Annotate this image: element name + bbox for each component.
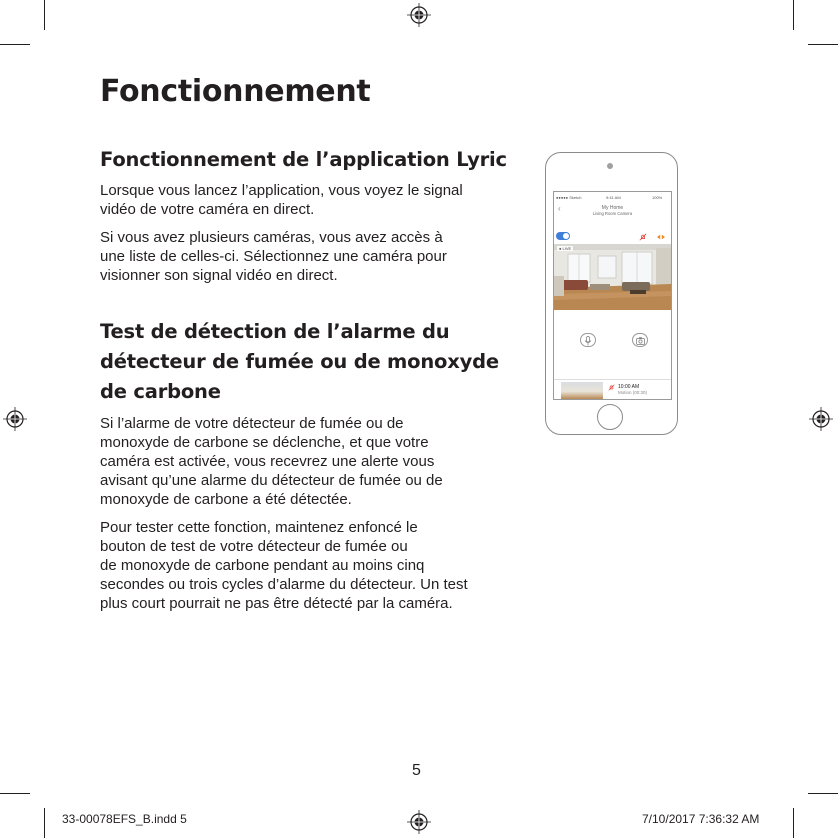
event-time: 10:00 AM	[618, 384, 640, 390]
phone-screen	[553, 191, 672, 400]
crop-mark-top-right-horizontal	[808, 44, 838, 45]
paragraph-test-instructions	[100, 518, 468, 613]
microphone-button	[580, 333, 596, 347]
bell-off-icon	[639, 233, 647, 241]
slug-timestamp: 7/10/2017 7:36:32 AM	[642, 812, 760, 826]
page-number: 5	[412, 762, 421, 779]
microphone-icon	[584, 336, 592, 346]
text-line: une liste de celles-ci. Sélectionnez une caméra pour	[100, 248, 447, 265]
crop-mark-top-right-vertical	[793, 0, 794, 30]
text-line: Pour tester cette fonction, maintenez enfoncé le	[100, 519, 418, 536]
registration-mark-left-icon	[3, 407, 27, 431]
heading-line: Test de détection de l’alarme du	[100, 320, 450, 343]
heading-line: détecteur de fumée ou de monoxyde	[100, 350, 499, 373]
text-line: Si vous avez plusieurs caméras, vous avez accès à	[100, 229, 443, 246]
text-line: Lorsque vous lancez l’application, vous voyez le signal	[100, 182, 463, 199]
phone-camera-dot	[607, 163, 613, 169]
back-chevron-icon: ‹	[558, 204, 561, 213]
event-alert-icon	[608, 384, 615, 391]
heading-line: de carbone	[100, 380, 221, 403]
phone-illustration	[545, 152, 678, 435]
crop-mark-bottom-left-vertical	[44, 808, 45, 838]
page-title: Fonctionnement	[100, 74, 371, 109]
crop-mark-bottom-right-horizontal	[808, 793, 838, 794]
text-line: bouton de test de votre détecteur de fumée ou	[100, 538, 408, 555]
camera-icon	[636, 337, 645, 345]
live-video-feed	[554, 244, 671, 310]
app-subtitle: Living Room Camera	[592, 211, 633, 216]
text-line: Si l’alarme de votre détecteur de fumée ou de	[100, 415, 404, 432]
section-heading-lyric-app: Fonctionnement de l’application Lyric	[100, 148, 507, 171]
crop-mark-top-left-horizontal	[0, 44, 30, 45]
snapshot-button	[632, 333, 648, 347]
text-line: plus court pourrait ne pas être détecté par la caméra.	[100, 595, 453, 612]
text-line: visionner son signal vidéo en direct.	[100, 267, 338, 284]
event-thumbnail	[561, 382, 603, 399]
live-badge: ● LIVE	[559, 246, 572, 251]
paragraph-alarm-alert	[100, 414, 443, 509]
text-line: vidéo de votre caméra en direct.	[100, 201, 315, 218]
text-line: caméra est activée, vous recevrez une alerte vous	[100, 453, 435, 470]
battery-label: 100%	[652, 195, 663, 200]
phone-status-bar	[554, 192, 671, 202]
crop-mark-bottom-left-horizontal	[0, 793, 30, 794]
text-line: de monoxyde de carbone pendant au moins cinq	[100, 557, 425, 574]
living-room-image	[554, 244, 671, 310]
text-line: secondes ou trois cycles d’alarme du détecteur. Un test	[100, 576, 468, 593]
text-line: monoxyde de carbone se déclenche, et que votre	[100, 434, 429, 451]
crop-mark-bottom-right-vertical	[793, 808, 794, 838]
phone-home-button	[597, 404, 623, 430]
section-heading-alarm-test	[100, 317, 499, 407]
registration-mark-top-icon	[407, 3, 431, 27]
carrier-label: ●●●●● Sketch	[556, 195, 582, 200]
motion-arrows-icon	[656, 233, 666, 241]
paragraph-launch-app	[100, 181, 463, 219]
paragraph-multiple-cameras	[100, 228, 447, 285]
status-time: 9:41 AM	[606, 195, 621, 200]
registration-mark-right-icon	[809, 407, 833, 431]
slug-file-info: 33-00078EFS_B.indd 5	[62, 812, 187, 826]
text-line: avisant qu’une alarme du détecteur de fumée ou de	[100, 472, 443, 489]
crop-mark-top-left-vertical	[44, 0, 45, 30]
registration-mark-bottom-icon	[407, 810, 431, 834]
app-title: My Home	[601, 205, 624, 211]
event-description: Motion (00:30)	[618, 390, 648, 395]
text-line: monoxyde de carbone a été détectée.	[100, 491, 352, 508]
camera-toggle	[556, 232, 570, 240]
event-list-item	[554, 379, 671, 400]
